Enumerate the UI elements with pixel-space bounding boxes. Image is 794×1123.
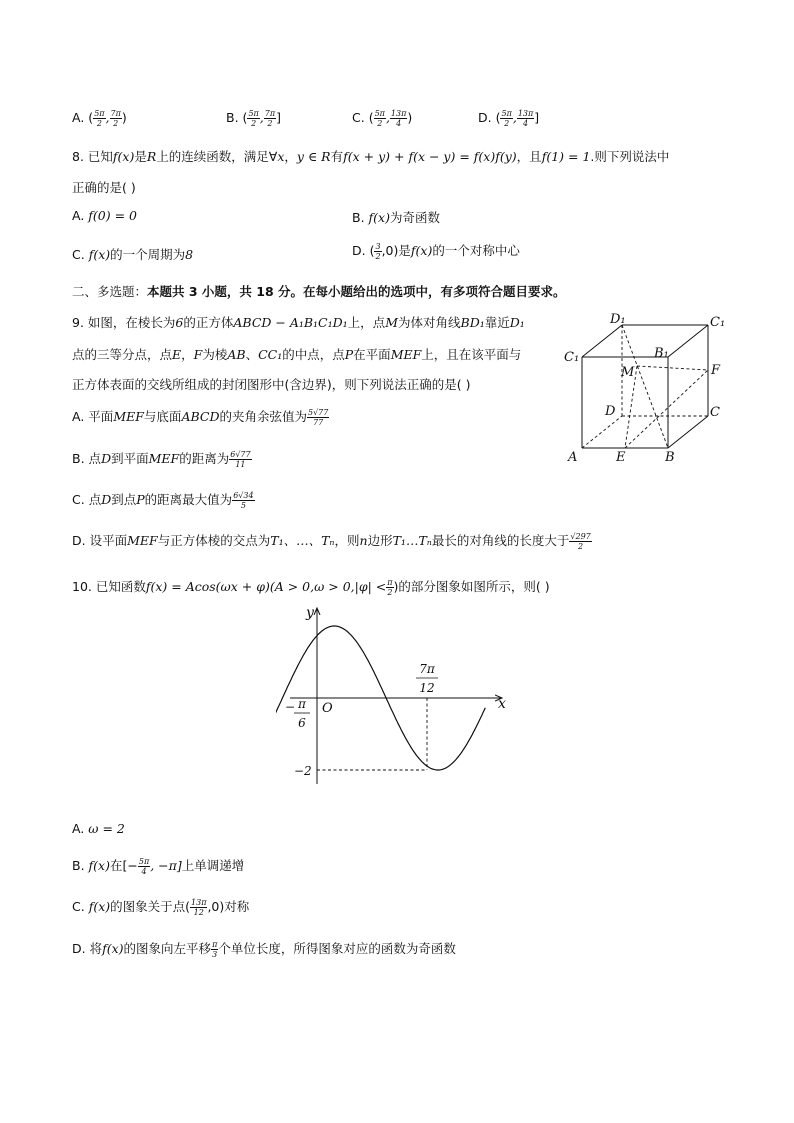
- q10-stem: 10. 已知函数f(x) = Acos(ωx + φ)(A > 0,ω > 0,|φ| < $\frac{\pi}{2}$ )的部分图象如图所示，则( ): [72, 578, 550, 597]
- q8-option-d: D. ( $\frac{3}{2}$ ,0)是f(x)的一个对称中心: [352, 242, 520, 261]
- label-a: A: [568, 450, 578, 465]
- x-axis-label: x: [498, 696, 506, 712]
- label-b1: B₁: [654, 346, 669, 361]
- q8-option-c: C. f(x)的一个周期为8: [72, 247, 194, 262]
- function-graph: [276, 602, 516, 792]
- q8-stem-line1: 8. 已知f(x)是R上的连续函数，满足∀x，y ∈ R有f(x + y) + f(x − y) = f(x)f(y)，且f(1) = 1.则下列说法中: [72, 149, 670, 164]
- q10-option-c: C. f(x)的图象关于点( $\frac{13\pi}{12}$ ,0)对称: [72, 898, 250, 917]
- q9-stem-line3: 正方体表面的交线所组成的封闭图形中(含边界)，则下列说法正确的是( ): [72, 377, 471, 392]
- label-d1: D₁: [610, 312, 626, 327]
- origin-label: O: [322, 701, 333, 716]
- q9-option-a: A. 平面MEF与底面ABCD的夹角余弦值为 $\frac{5√77}{77}$: [72, 408, 329, 427]
- q8-option-a: A. f(0) = 0: [72, 208, 138, 223]
- label-c: C: [710, 405, 720, 420]
- label-b: B: [665, 450, 675, 465]
- q7-option-a: A. ( $\frac{5\pi}{2}$ , $\frac{7\pi}{2}$ ): [72, 109, 127, 128]
- q8-stem-line2: 正确的是( ): [72, 180, 136, 195]
- label-d: D: [605, 404, 616, 419]
- edge-b1-c1: [668, 325, 708, 357]
- tick-minus2: −2: [294, 764, 312, 778]
- cube-figure: [560, 308, 740, 468]
- tick-7pi-numerator: 7π: [419, 662, 435, 676]
- y-axis-label: y: [306, 605, 314, 621]
- q9-option-b: B. 点D到平面MEF的距离为 $\frac{6√77}{11}$: [72, 450, 251, 469]
- tick-7pi-denominator: 12: [419, 681, 435, 695]
- label-e: E: [616, 450, 626, 465]
- segment-ef: [625, 370, 708, 448]
- tick-pi-numerator: π: [298, 697, 306, 711]
- tick-pi-denominator: 6: [298, 716, 306, 730]
- q7-option-d: D. ( $\frac{5\pi}{2}$ , $\frac{13\pi}{4}$ ]: [478, 109, 540, 128]
- q10-option-a: A. ω = 2: [72, 821, 125, 836]
- diagonal-bd1: [622, 325, 668, 448]
- label-m: M: [621, 365, 635, 380]
- section-heading: 二、多选题：本题共 3 小题，共 18 分。在每小题给出的选项中，有多项符合题目要求。: [72, 284, 566, 299]
- tick-neg-sign: −: [285, 700, 296, 714]
- edge-b-c: [668, 416, 708, 448]
- edge-c1-d1: [582, 325, 622, 357]
- q9-option-d: D. 设平面MEF与正方体棱的交点为T₁、…、Tₙ，则n边形T₁…Tₙ最长的对角线的长度大于 $\frac{√297}{2}$: [72, 532, 591, 551]
- q7-option-c: C. ( $\frac{5\pi}{2}$ , $\frac{13\pi}{4}$ ): [352, 109, 413, 128]
- q9-stem-line1: 9. 如图，在棱长为6的正方体ABCD − A₁B₁C₁D₁上，点M为体对角线BD₁靠近D₁: [72, 315, 525, 330]
- label-c1-top: C₁: [710, 315, 726, 330]
- label-f: F: [711, 363, 721, 378]
- label-c1-front: C₁: [564, 350, 580, 365]
- q9-stem-line2: 点的三等分点，点E，F为棱AB、CC₁的中点，点P在平面MEF上，且在该平面与: [72, 347, 522, 362]
- q7-option-b: B. ( $\frac{5\pi}{2}$ , $\frac{7\pi}{2}$ ]: [226, 109, 282, 128]
- q9-option-c: C. 点D到点P的距离最大值为 $\frac{6√34}{5}$: [72, 491, 254, 510]
- q10-option-d: D. 将f(x)的图象向左平移 $\frac{\pi}{3}$ 个单位长度，所得图象对应的函数为奇函数: [72, 940, 456, 959]
- q8-option-b: B. f(x)为奇函数: [352, 210, 440, 225]
- segment-mf: [637, 366, 708, 370]
- q10-option-b: B. f(x)在[− $\frac{5\pi}{4}$ , −π]上单调递增: [72, 857, 245, 876]
- edge-a-d-hidden: [582, 416, 622, 448]
